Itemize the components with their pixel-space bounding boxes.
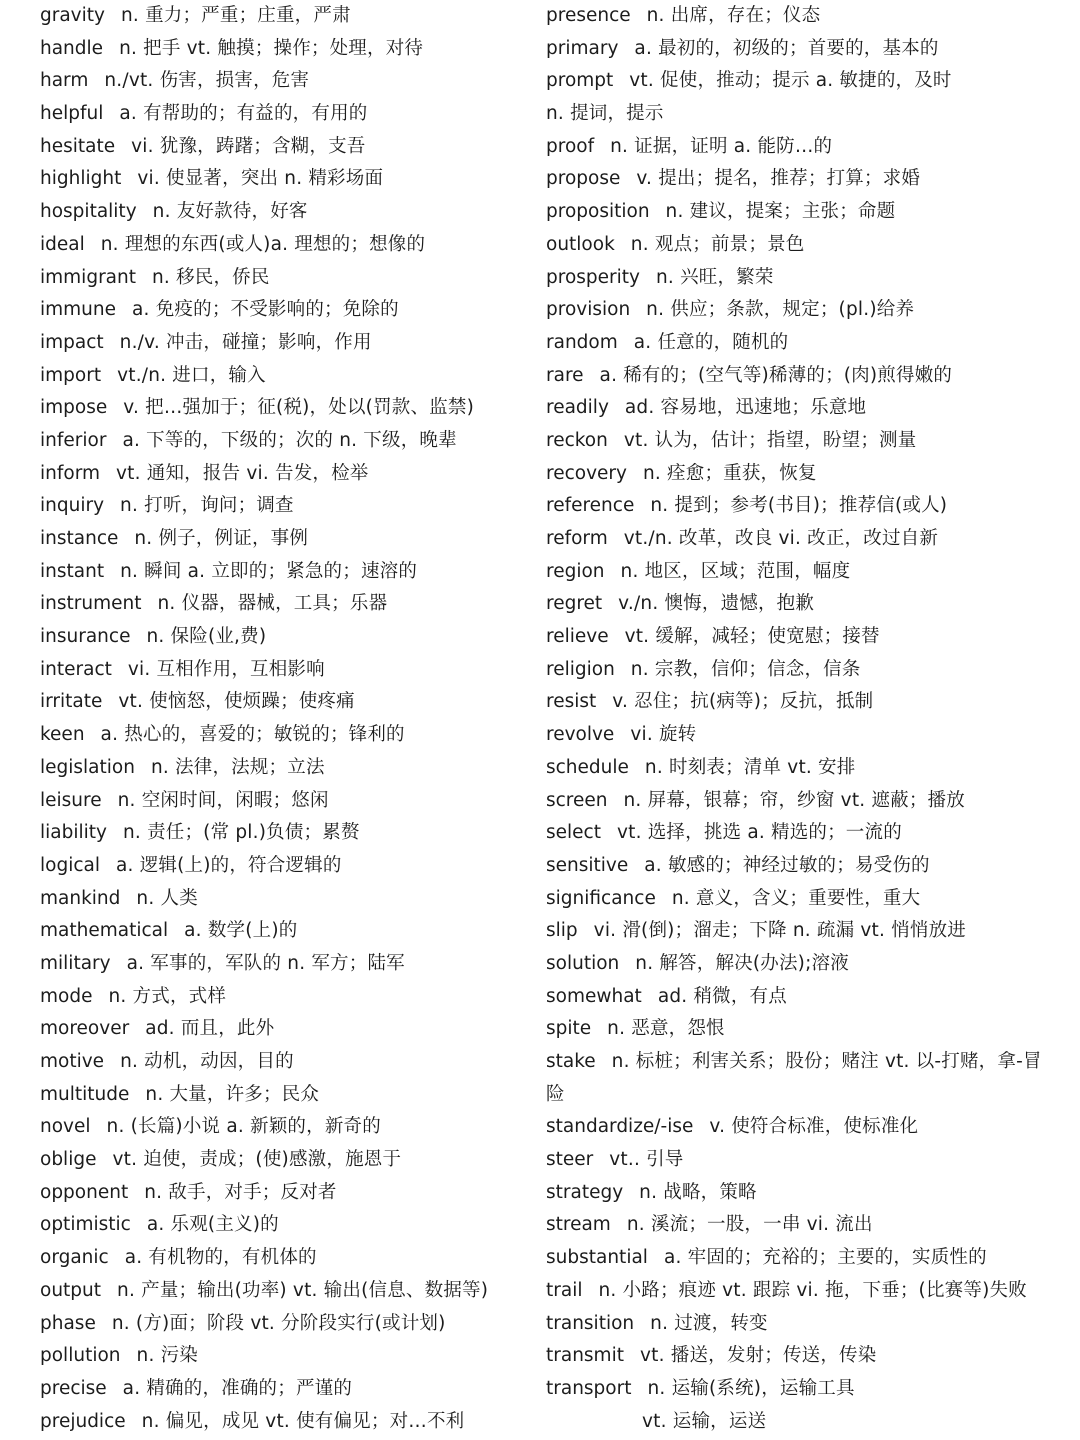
vocab-entry bbox=[546, 360, 1046, 393]
entry-word: transition bbox=[546, 1312, 635, 1334]
entry-word: strategy bbox=[546, 1181, 624, 1203]
entry-word: reference bbox=[546, 495, 635, 517]
entry-definition: n. 建议，提案；主张；命题 bbox=[665, 201, 896, 223]
vocab-entry bbox=[546, 294, 1046, 327]
entry-definition: v. 提出；提名，推荐；打算；求婚 bbox=[636, 168, 921, 190]
vocab-entry bbox=[546, 1373, 1046, 1406]
entry-definition: v. 把…强加于；征(税)，处以(罚款、监禁) bbox=[123, 397, 474, 419]
vocab-entry bbox=[40, 621, 530, 654]
entry-word: novel bbox=[40, 1116, 91, 1138]
entry-word: regret bbox=[546, 593, 603, 615]
entry-definition: vi. 旋转 bbox=[630, 724, 697, 746]
entry-word: reckon bbox=[546, 429, 608, 451]
vocab-entry bbox=[40, 1079, 530, 1112]
entry-definition: n. 友好款待，好客 bbox=[152, 201, 308, 223]
entry-word: propose bbox=[546, 168, 621, 190]
vocab-entry bbox=[546, 0, 1046, 33]
entry-word: transmit bbox=[546, 1345, 624, 1367]
entry-definition: n. 地区，区域；范围，幅度 bbox=[620, 560, 851, 582]
vocab-entry bbox=[40, 1406, 530, 1439]
vocab-entry bbox=[546, 588, 1046, 621]
vocab-entry bbox=[546, 458, 1046, 491]
entry-word: stream bbox=[546, 1214, 611, 1236]
entry-definition: vi. 犹豫，踌躇；含糊，支吾 bbox=[131, 135, 366, 157]
vocab-entry bbox=[40, 262, 530, 295]
entry-definition: n. 保险(业,费) bbox=[146, 626, 267, 648]
entry-definition: n. 责任；(常 pl.)负债；累赘 bbox=[122, 822, 360, 844]
entry-definition: n. 痊愈；重获，恢复 bbox=[642, 462, 817, 484]
entry-word: spite bbox=[546, 1018, 592, 1040]
entry-definition: n. 溪流；一股，一串 vi. 流出 bbox=[626, 1214, 873, 1236]
entry-definition: vt. 播送，发射；传送，传染 bbox=[639, 1345, 877, 1367]
vocab-entry bbox=[40, 1340, 530, 1373]
vocab-entry bbox=[546, 850, 1046, 883]
entry-word: stake bbox=[546, 1051, 596, 1072]
entry-word: moreover bbox=[40, 1018, 130, 1040]
entry-definition: vt. 通知，报告 vi. 告发，检举 bbox=[116, 462, 369, 484]
vocab-entry bbox=[40, 719, 530, 752]
entry-definition: a. 有机物的，有机体的 bbox=[124, 1247, 317, 1269]
entry-word: trail bbox=[546, 1279, 583, 1301]
vocab-entry bbox=[546, 33, 1046, 66]
vocab-entry bbox=[546, 163, 1046, 196]
entry-definition: n. 重力；严重；庄重，严肃 bbox=[120, 5, 351, 26]
vocab-entry bbox=[40, 327, 530, 360]
entry-definition: n. 时刻表；清单 vt. 安排 bbox=[644, 756, 856, 778]
entry-definition: a. 牢固的；充裕的；主要的，实质性的 bbox=[663, 1247, 987, 1269]
entry-definition: n./vt. 伤害，损害，危害 bbox=[104, 70, 310, 92]
entry-word: resist bbox=[546, 691, 597, 713]
entry-definition: n. 产量；输出(功率) vt. 输出(信息、数据等) bbox=[117, 1279, 489, 1301]
entry-word: harm bbox=[40, 70, 89, 92]
vocab-entry bbox=[40, 752, 530, 785]
vocab-entry bbox=[546, 490, 1046, 523]
entry-word: prosperity bbox=[546, 266, 640, 288]
entry-definition: a. 热心的，喜爱的；敏锐的；锋利的 bbox=[100, 724, 405, 746]
entry-definition: n. 污染 bbox=[136, 1345, 199, 1367]
entry-word: oblige bbox=[40, 1149, 97, 1171]
vocab-entry bbox=[40, 0, 530, 33]
entry-definition: n. 证据，证明 a. 能防…的 bbox=[610, 135, 833, 157]
entry-word: inquiry bbox=[40, 495, 105, 517]
entry-word: proof bbox=[546, 135, 595, 157]
vocab-entry bbox=[546, 1111, 1046, 1144]
entry-definition: n. 标桩；利害关系；股份；赌注 vt. 以-打赌，拿-冒 bbox=[611, 1051, 1042, 1072]
entry-word: instant bbox=[40, 560, 105, 582]
entry-word: mathematical bbox=[40, 920, 169, 942]
entry-definition: a. 任意的，随机的 bbox=[633, 331, 789, 353]
vocab-entry bbox=[546, 1046, 1046, 1079]
entry-word: insurance bbox=[40, 626, 131, 648]
vocab-entry bbox=[40, 686, 530, 719]
entry-word: prompt bbox=[546, 70, 614, 92]
vocab-entry bbox=[546, 1406, 1046, 1439]
vocab-entry bbox=[546, 719, 1046, 752]
vocab-entry bbox=[40, 654, 530, 687]
entry-definition: a. 逻辑(上)的，符合逻辑的 bbox=[116, 854, 342, 876]
entry-definition: n. 供应；条款，规定；(pl.)给养 bbox=[646, 299, 915, 321]
vocab-entry bbox=[546, 1144, 1046, 1177]
entry-definition: n. 动机，动因，目的 bbox=[120, 1051, 294, 1072]
entry-word: reform bbox=[546, 528, 608, 549]
entry-word: recovery bbox=[546, 462, 627, 484]
vocab-entry bbox=[546, 1177, 1046, 1210]
entry-word: ideal bbox=[40, 233, 85, 255]
entry-word: mankind bbox=[40, 887, 121, 909]
vocab-entry bbox=[546, 392, 1046, 425]
entry-definition: vt.. 引导 bbox=[609, 1149, 684, 1171]
entry-definition: a. 乐观(主义)的 bbox=[146, 1214, 279, 1236]
entry-definition: n. 偏见，成见 vt. 使有偏见；对…不利 bbox=[141, 1410, 465, 1432]
entry-definition: vt./n. 进口，输入 bbox=[117, 364, 266, 386]
entry-definition: a. 敏感的；神经过敏的；易受伤的 bbox=[644, 854, 930, 876]
vocab-entry bbox=[40, 294, 530, 327]
vocab-entry bbox=[40, 1046, 530, 1079]
entry-definition: n. 仪器，器械，工具；乐器 bbox=[157, 593, 388, 615]
entry-word: gravity bbox=[40, 5, 105, 26]
vocab-entry bbox=[40, 915, 530, 948]
vocab-entry bbox=[40, 360, 530, 393]
entry-word: instrument bbox=[40, 593, 142, 615]
entry-word: import bbox=[40, 364, 102, 386]
vocab-entry bbox=[40, 196, 530, 229]
vocab-entry bbox=[546, 1209, 1046, 1242]
vocab-entry bbox=[546, 1079, 1046, 1112]
vocab-entry bbox=[40, 229, 530, 262]
entry-word: immigrant bbox=[40, 266, 136, 288]
entry-definition: n. 方式，式样 bbox=[108, 985, 227, 1007]
vocab-entry bbox=[40, 1111, 530, 1144]
entry-definition: a. 免疫的；不受影响的；免除的 bbox=[132, 299, 399, 321]
entry-word: highlight bbox=[40, 168, 122, 190]
entry-definition: ad. 稍微，有点 bbox=[657, 985, 787, 1007]
vocab-entry bbox=[40, 65, 530, 98]
entry-definition: v./n. 懊悔，遗憾，抱歉 bbox=[618, 593, 815, 615]
entry-word: region bbox=[546, 560, 605, 582]
entry-definition: n. 大量，许多；民众 bbox=[145, 1083, 320, 1105]
vocab-entry bbox=[40, 981, 530, 1014]
entry-definition: n. 敌手，对手；反对者 bbox=[144, 1181, 337, 1203]
entry-definition: n. 运输(系统)，运输工具 bbox=[647, 1377, 855, 1399]
entry-word: sensitive bbox=[546, 854, 629, 876]
entry-word: hospitality bbox=[40, 201, 137, 223]
entry-word: steer bbox=[546, 1149, 594, 1171]
vocab-entry bbox=[40, 1144, 530, 1177]
vocab-entry bbox=[40, 850, 530, 883]
entry-word: standardize/-ise bbox=[546, 1116, 694, 1138]
entry-definition: vi. 使显著，突出 n. 精彩场面 bbox=[137, 168, 384, 190]
entry-word: random bbox=[546, 331, 618, 353]
entry-definition: n. 移民，侨民 bbox=[152, 266, 270, 288]
right-column bbox=[546, 0, 1046, 1438]
entry-word: mode bbox=[40, 985, 93, 1007]
entry-word: screen bbox=[546, 789, 608, 811]
entry-definition: vt. 选择，挑选 a. 精选的；一流的 bbox=[616, 822, 902, 844]
entry-definition: v. 使符合标准，使标准化 bbox=[709, 1116, 919, 1138]
entry-definition: vi. 互相作用，互相影响 bbox=[127, 658, 325, 680]
entry-word: outlook bbox=[546, 233, 615, 255]
entry-definition: a. 数学(上)的 bbox=[184, 920, 298, 942]
entry-word: presence bbox=[546, 5, 631, 26]
vocab-entry bbox=[546, 1242, 1046, 1275]
entry-word: relieve bbox=[546, 626, 609, 648]
entry-word: rare bbox=[546, 364, 584, 386]
vocab-entry bbox=[40, 785, 530, 818]
vocab-entry bbox=[40, 425, 530, 458]
vocab-entry bbox=[40, 1308, 530, 1341]
vocab-entry bbox=[546, 1308, 1046, 1341]
entry-definition: n. 恶意，怨恨 bbox=[607, 1018, 725, 1040]
entry-word: proposition bbox=[546, 201, 650, 223]
entry-definition: a. 下等的，下级的；次的 n. 下级，晚辈 bbox=[122, 429, 457, 451]
entry-definition: a. 军事的，军队的 n. 军方；陆军 bbox=[126, 952, 405, 974]
entry-word: pollution bbox=[40, 1345, 121, 1367]
vocab-entry bbox=[546, 262, 1046, 295]
entry-definition: vt. 迫使，责成；(使)感激，施恩于 bbox=[112, 1149, 402, 1171]
entry-word: slip bbox=[546, 920, 578, 942]
entry-word: impact bbox=[40, 331, 104, 353]
entry-word: organic bbox=[40, 1247, 109, 1269]
entry-word: handle bbox=[40, 37, 104, 59]
entry-definition: n. 瞬间 a. 立即的；紧急的；速溶的 bbox=[120, 560, 418, 582]
entry-word: hesitate bbox=[40, 135, 116, 157]
entry-definition: n. 小路；痕迹 vt. 跟踪 vi. 拖，下垂；(比赛等)失败 bbox=[598, 1279, 1027, 1301]
entry-definition: a. 精确的，准确的；严谨的 bbox=[122, 1377, 353, 1399]
entry-definition: n. 宗教，信仰；信念，信条 bbox=[630, 658, 861, 680]
vocab-entry bbox=[40, 1242, 530, 1275]
vocab-entry bbox=[546, 556, 1046, 589]
entry-word: multitude bbox=[40, 1083, 130, 1105]
entry-word: opponent bbox=[40, 1181, 129, 1203]
entry-definition: n./v. 冲击，碰撞；影响，作用 bbox=[119, 331, 372, 353]
vocab-entry bbox=[546, 621, 1046, 654]
entry-word: helpful bbox=[40, 103, 104, 125]
vocab-entry bbox=[546, 327, 1046, 360]
vocab-entry bbox=[40, 1013, 530, 1046]
entry-word: provision bbox=[546, 299, 631, 321]
entry-definition: ad. 而且，此外 bbox=[145, 1018, 275, 1040]
vocab-entry bbox=[40, 883, 530, 916]
entry-word: irritate bbox=[40, 691, 103, 713]
entry-word: military bbox=[40, 952, 111, 974]
vocab-entry bbox=[40, 163, 530, 196]
vocab-entry bbox=[546, 915, 1046, 948]
entry-word: impose bbox=[40, 397, 108, 419]
entry-word: leisure bbox=[40, 789, 102, 811]
entry-word: optimistic bbox=[40, 1214, 131, 1236]
entry-definition: n. 打听，询问；调查 bbox=[120, 495, 294, 517]
entry-word: logical bbox=[40, 854, 100, 876]
vocab-entry bbox=[40, 458, 530, 491]
entry-word: transport bbox=[546, 1377, 632, 1399]
entry-definition: n. 兴旺，繁荣 bbox=[655, 266, 774, 288]
vocab-entry bbox=[40, 392, 530, 425]
entry-word: keen bbox=[40, 724, 85, 746]
entry-definition: vt. 运输，运送 bbox=[642, 1410, 767, 1432]
vocab-entry bbox=[546, 65, 1046, 98]
vocab-entry bbox=[40, 523, 530, 556]
entry-word: output bbox=[40, 1279, 102, 1301]
entry-word: significance bbox=[546, 887, 656, 909]
vocab-entry bbox=[40, 98, 530, 131]
entry-definition: n. 出席，存在；仪态 bbox=[646, 5, 821, 26]
vocab-entry bbox=[40, 131, 530, 164]
entry-definition: vt./n. 改革，改良 vi. 改正，改过自新 bbox=[623, 528, 939, 549]
entry-word: readily bbox=[546, 397, 609, 419]
entry-word: liability bbox=[40, 822, 107, 844]
entry-definition: n. (方)面；阶段 vt. 分阶段实行(或计划) bbox=[111, 1312, 446, 1334]
vocab-entry bbox=[546, 131, 1046, 164]
entry-definition: vt. 使恼怒，使烦躁；使疼痛 bbox=[118, 691, 355, 713]
entry-definition: a. 有帮助的；有益的，有用的 bbox=[119, 103, 368, 125]
left-column bbox=[40, 0, 530, 1438]
entry-definition: n. 解答，解决(办法);溶液 bbox=[635, 952, 849, 974]
entry-definition: n. 屏幕，银幕；帘，纱窗 vt. 遮蔽；播放 bbox=[623, 789, 965, 811]
entry-word: solution bbox=[546, 952, 620, 974]
vocab-entry bbox=[40, 490, 530, 523]
entry-word: revolve bbox=[546, 724, 615, 746]
vocab-entry bbox=[40, 33, 530, 66]
vocab-entry bbox=[40, 1373, 530, 1406]
entry-definition: n. 例子，例证，事例 bbox=[134, 528, 309, 549]
entry-definition: n. 空闲时间，闲暇；悠闲 bbox=[117, 789, 329, 811]
entry-definition: vt. 促使，推动；提示 a. 敏捷的，及时 bbox=[629, 70, 952, 92]
entry-definition: n. 过渡，转变 bbox=[650, 1312, 768, 1334]
entry-word: phase bbox=[40, 1312, 96, 1334]
entry-word: inform bbox=[40, 462, 100, 484]
entry-word: instance bbox=[40, 528, 119, 549]
entry-word: immune bbox=[40, 299, 117, 321]
entry-word: schedule bbox=[546, 756, 629, 778]
entry-definition: n. 把手 vt. 触摸；操作；处理，对待 bbox=[119, 37, 424, 59]
entry-definition: v. 忍住；抗(病等)；反抗，抵制 bbox=[612, 691, 874, 713]
entry-definition: ad. 容易地，迅速地；乐意地 bbox=[624, 397, 867, 419]
vocab-entry bbox=[40, 588, 530, 621]
vocab-entry bbox=[40, 817, 530, 850]
entry-definition: n. 法律，法规；立法 bbox=[150, 756, 325, 778]
vocab-entry bbox=[546, 196, 1046, 229]
entry-word: primary bbox=[546, 37, 619, 59]
entry-definition: n. (长篇)小说 a. 新颖的，新奇的 bbox=[106, 1116, 381, 1138]
entry-word: inferior bbox=[40, 429, 107, 451]
vocab-entry bbox=[546, 981, 1046, 1014]
vocab-entry bbox=[546, 948, 1046, 981]
vocab-entry bbox=[546, 425, 1046, 458]
vocab-entry bbox=[546, 785, 1046, 818]
vocab-entry bbox=[546, 1013, 1046, 1046]
entry-definition: vt. 认为，估计；指望，盼望；测量 bbox=[623, 429, 917, 451]
entry-definition: n. 意义，含义；重要性，重大 bbox=[671, 887, 921, 909]
vocab-entry bbox=[40, 1177, 530, 1210]
vocab-entry bbox=[40, 556, 530, 589]
vocab-entry bbox=[546, 98, 1046, 131]
entry-word: select bbox=[546, 822, 601, 844]
entry-definition: a. 稀有的；(空气等)稀薄的；(肉)煎得嫩的 bbox=[599, 364, 953, 386]
vocab-entry bbox=[546, 752, 1046, 785]
vocab-entry bbox=[546, 1275, 1046, 1308]
entry-definition: 险 bbox=[546, 1083, 565, 1105]
vocab-entry bbox=[40, 948, 530, 981]
vocab-entry bbox=[546, 883, 1046, 916]
vocab-entry bbox=[546, 523, 1046, 556]
entry-definition: vt. 缓解，减轻；使宽慰；接替 bbox=[624, 626, 880, 648]
entry-definition: n. 理想的东西(或人)a. 理想的；想像的 bbox=[100, 233, 426, 255]
vocab-entry bbox=[40, 1209, 530, 1242]
entry-word: prejudice bbox=[40, 1410, 126, 1432]
entry-word: somewhat bbox=[546, 985, 642, 1007]
entry-definition: n. 观点；前景；景色 bbox=[630, 233, 805, 255]
entry-word: motive bbox=[40, 1051, 105, 1072]
entry-definition: vi. 滑(倒)；溜走；下降 n. 疏漏 vt. 悄悄放进 bbox=[593, 920, 966, 942]
entry-word: precise bbox=[40, 1377, 107, 1399]
entry-definition: n. 人类 bbox=[136, 887, 198, 909]
entry-definition: n. 提到；参考(书目)；推荐信(或人) bbox=[650, 495, 948, 517]
vocab-entry bbox=[546, 817, 1046, 850]
entry-word: religion bbox=[546, 658, 615, 680]
vocab-entry bbox=[40, 1275, 530, 1308]
entry-word: substantial bbox=[546, 1247, 648, 1269]
entry-definition: n. 战略，策略 bbox=[639, 1181, 757, 1203]
vocab-entry bbox=[546, 1340, 1046, 1373]
vocab-entry bbox=[546, 229, 1046, 262]
entry-word: legislation bbox=[40, 756, 135, 778]
entry-definition: n. 提词，提示 bbox=[546, 103, 664, 125]
vocab-entry bbox=[546, 686, 1046, 719]
entry-definition: a. 最初的，初级的；首要的，基本的 bbox=[634, 37, 939, 59]
vocab-entry bbox=[546, 654, 1046, 687]
entry-word: interact bbox=[40, 658, 112, 680]
